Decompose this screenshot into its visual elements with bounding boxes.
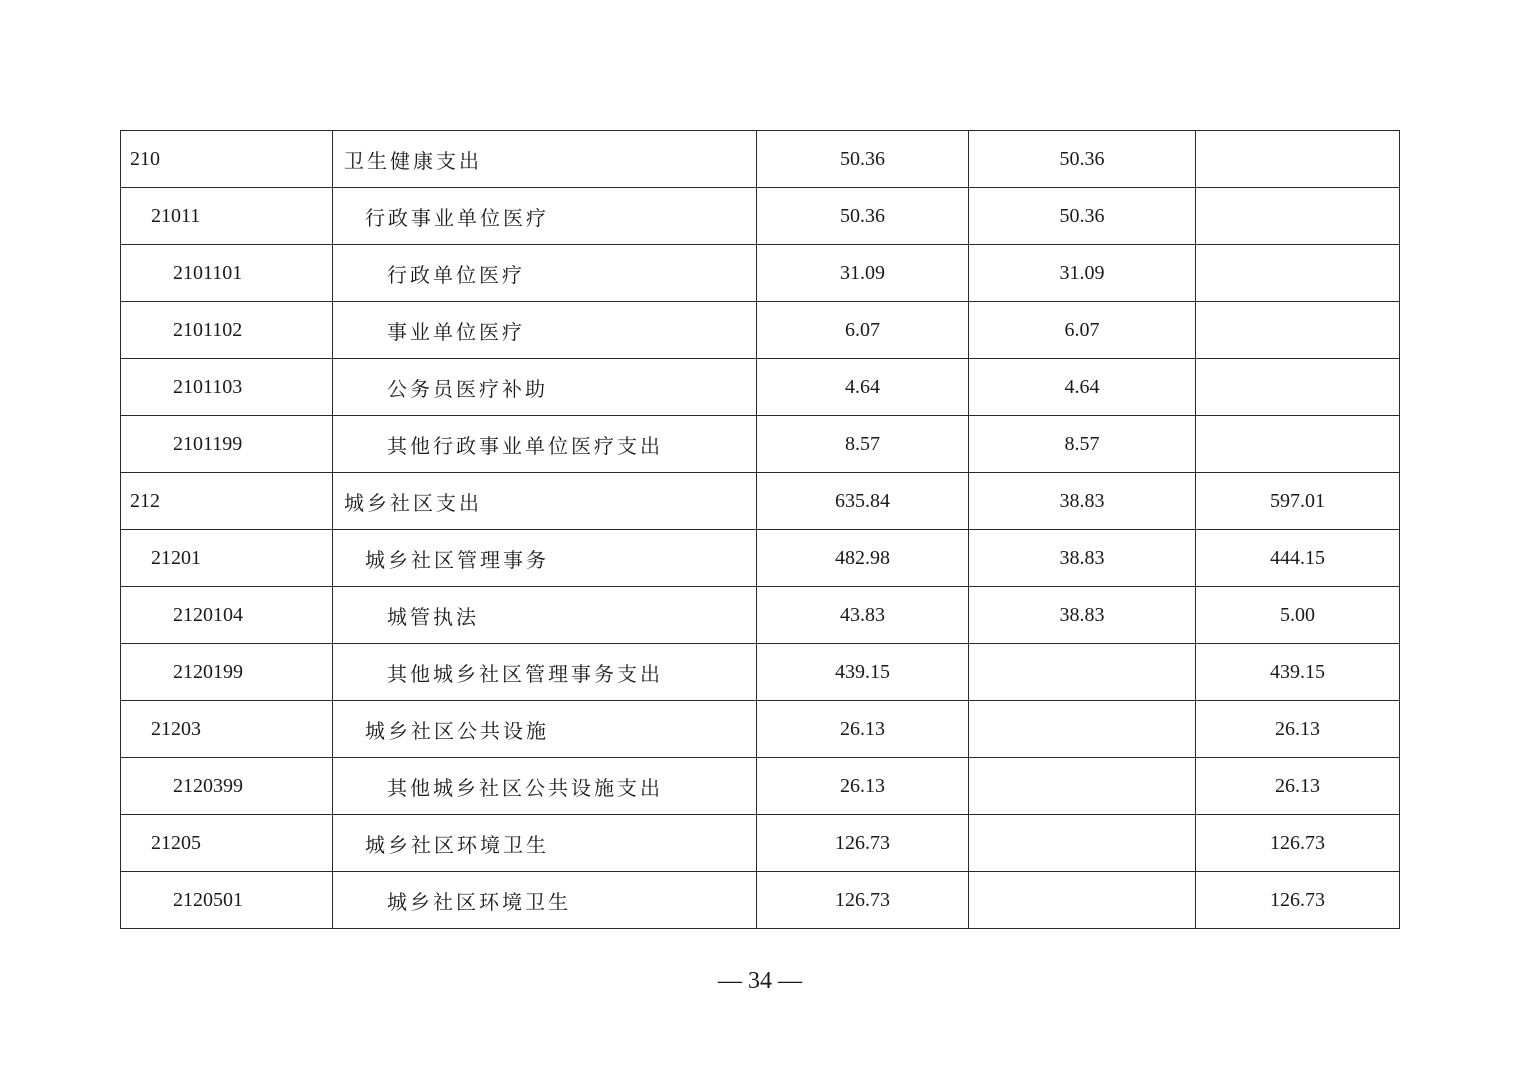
cell-subject-code: 2101101: [121, 245, 333, 302]
cell-total: 31.09: [757, 245, 969, 302]
cell-project-expenditure: 5.00: [1196, 587, 1400, 644]
cell-basic-expenditure: [969, 701, 1196, 758]
cell-project-expenditure: 126.73: [1196, 872, 1400, 929]
cell-total: 439.15: [757, 644, 969, 701]
cell-total: 126.73: [757, 872, 969, 929]
cell-subject-name: 行政事业单位医疗: [333, 188, 757, 245]
cell-subject-code: 2120399: [121, 758, 333, 815]
cell-total: 8.57: [757, 416, 969, 473]
cell-subject-code: 212: [121, 473, 333, 530]
cell-subject-code: 2101199: [121, 416, 333, 473]
cell-basic-expenditure: 4.64: [969, 359, 1196, 416]
cell-subject-code: 21011: [121, 188, 333, 245]
table-row: [121, 587, 1400, 644]
cell-subject-name: 其他城乡社区管理事务支出: [333, 644, 757, 701]
cell-project-expenditure: 126.73: [1196, 815, 1400, 872]
cell-subject-code: 2120199: [121, 644, 333, 701]
cell-subject-name: 事业单位医疗: [333, 302, 757, 359]
table-row: [121, 815, 1400, 872]
cell-total: 126.73: [757, 815, 969, 872]
cell-basic-expenditure: 38.83: [969, 587, 1196, 644]
cell-subject-name: 卫生健康支出: [333, 131, 757, 188]
cell-project-expenditure: [1196, 416, 1400, 473]
table-row: [121, 872, 1400, 929]
cell-total: 26.13: [757, 701, 969, 758]
table-row: [121, 131, 1400, 188]
cell-total: 50.36: [757, 188, 969, 245]
cell-subject-name: 城乡社区环境卫生: [333, 872, 757, 929]
table-row: [121, 473, 1400, 530]
cell-total: 635.84: [757, 473, 969, 530]
cell-subject-code: 2101103: [121, 359, 333, 416]
cell-subject-name: 公务员医疗补助: [333, 359, 757, 416]
table-row: [121, 302, 1400, 359]
table-row: [121, 530, 1400, 587]
cell-basic-expenditure: 38.83: [969, 473, 1196, 530]
table-body: [121, 131, 1400, 929]
table-row: [121, 416, 1400, 473]
cell-project-expenditure: 444.15: [1196, 530, 1400, 587]
cell-project-expenditure: [1196, 131, 1400, 188]
cell-basic-expenditure: [969, 758, 1196, 815]
table-row: [121, 701, 1400, 758]
cell-basic-expenditure: [969, 644, 1196, 701]
cell-total: 26.13: [757, 758, 969, 815]
cell-subject-name: 行政单位医疗: [333, 245, 757, 302]
cell-basic-expenditure: [969, 815, 1196, 872]
cell-subject-name: 其他城乡社区公共设施支出: [333, 758, 757, 815]
cell-subject-name: 城乡社区管理事务: [333, 530, 757, 587]
cell-total: 6.07: [757, 302, 969, 359]
cell-subject-code: 2120104: [121, 587, 333, 644]
cell-basic-expenditure: [969, 872, 1196, 929]
page-number: — 34 —: [718, 968, 802, 994]
cell-project-expenditure: [1196, 302, 1400, 359]
cell-subject-code: 21203: [121, 701, 333, 758]
cell-project-expenditure: [1196, 359, 1400, 416]
cell-subject-code: 21205: [121, 815, 333, 872]
cell-basic-expenditure: 50.36: [969, 131, 1196, 188]
cell-total: 4.64: [757, 359, 969, 416]
cell-project-expenditure: [1196, 188, 1400, 245]
cell-total: 43.83: [757, 587, 969, 644]
cell-basic-expenditure: 50.36: [969, 188, 1196, 245]
cell-project-expenditure: [1196, 245, 1400, 302]
expenditure-table: [120, 130, 1400, 929]
cell-project-expenditure: 26.13: [1196, 758, 1400, 815]
table-row: [121, 758, 1400, 815]
cell-subject-name: 其他行政事业单位医疗支出: [333, 416, 757, 473]
cell-total: 50.36: [757, 131, 969, 188]
cell-subject-name: 城管执法: [333, 587, 757, 644]
table-row: [121, 359, 1400, 416]
cell-basic-expenditure: 31.09: [969, 245, 1196, 302]
cell-subject-code: 21201: [121, 530, 333, 587]
cell-subject-name: 城乡社区环境卫生: [333, 815, 757, 872]
cell-basic-expenditure: 8.57: [969, 416, 1196, 473]
cell-total: 482.98: [757, 530, 969, 587]
cell-subject-name: 城乡社区支出: [333, 473, 757, 530]
cell-subject-code: 2101102: [121, 302, 333, 359]
table-row: [121, 245, 1400, 302]
cell-basic-expenditure: 6.07: [969, 302, 1196, 359]
table-row: [121, 188, 1400, 245]
cell-basic-expenditure: 38.83: [969, 530, 1196, 587]
cell-project-expenditure: 597.01: [1196, 473, 1400, 530]
cell-subject-code: 210: [121, 131, 333, 188]
cell-subject-code: 2120501: [121, 872, 333, 929]
table-row: [121, 644, 1400, 701]
cell-project-expenditure: 26.13: [1196, 701, 1400, 758]
cell-subject-name: 城乡社区公共设施: [333, 701, 757, 758]
cell-project-expenditure: 439.15: [1196, 644, 1400, 701]
